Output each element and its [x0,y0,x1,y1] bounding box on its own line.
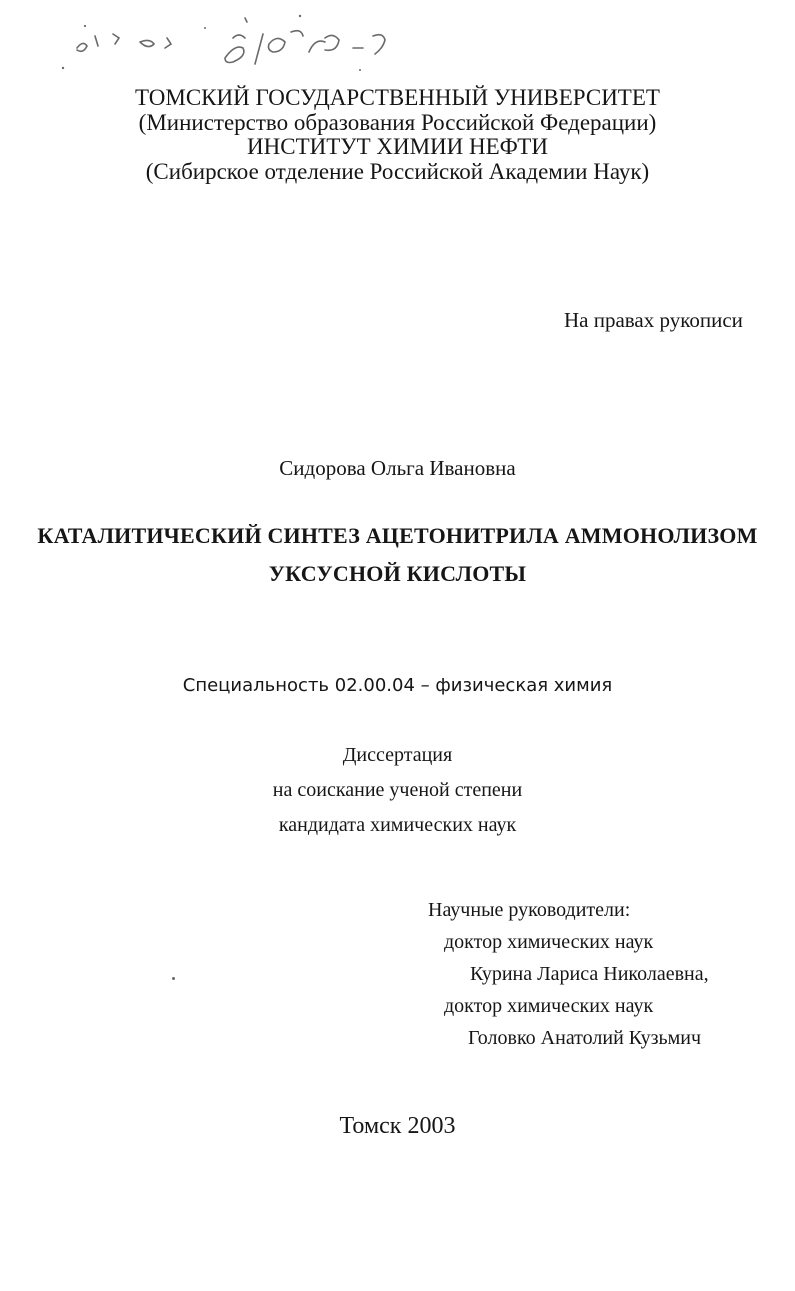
city-year: Томск 2003 [339,1113,456,1139]
degree-name-line: кандидата химических наук [278,814,517,836]
author-name: Сидорова Ольга Ивановна [279,456,516,480]
advisors-heading: Научные руководители: [428,899,631,921]
thesis-title-line-1: КАТАЛИТИЧЕСКИЙ СИНТЕЗ АЦЕТОНИТРИЛА АММОНОЛИЗОМ [37,523,758,548]
branch-line: (Сибирское отделение Российской Академии Наук) [145,159,650,184]
advisor-2-degree: доктор химических наук [444,995,654,1017]
thesis-title-line-2: УКСУСНОЙ КИСЛОТЫ [268,561,527,586]
university-name: ТОМСКИЙ ГОСУДАРСТВЕННЫЙ УНИВЕРСИТЕТ [135,85,660,110]
advisor-2-name: Головко Анатолий Кузьмич [468,1027,702,1049]
handwritten-archive-number [55,8,415,78]
rights-notice: На правах рукописи [564,308,743,332]
advisor-1-name: Курина Лариса Николаевна, [470,963,709,985]
ministry-line: (Министерство образования Российской Федерации) [138,110,657,135]
dissertation-label: Диссертация [342,744,453,766]
speck-mark [172,977,175,980]
specialty-line: Специальность 02.00.04 – физическая химия [182,675,613,696]
institute-name: ИНСТИТУТ ХИМИИ НЕФТИ [247,134,548,159]
advisor-1-degree: доктор химических наук [444,931,654,953]
degree-purpose-line: на соискание ученой степени [272,779,523,801]
